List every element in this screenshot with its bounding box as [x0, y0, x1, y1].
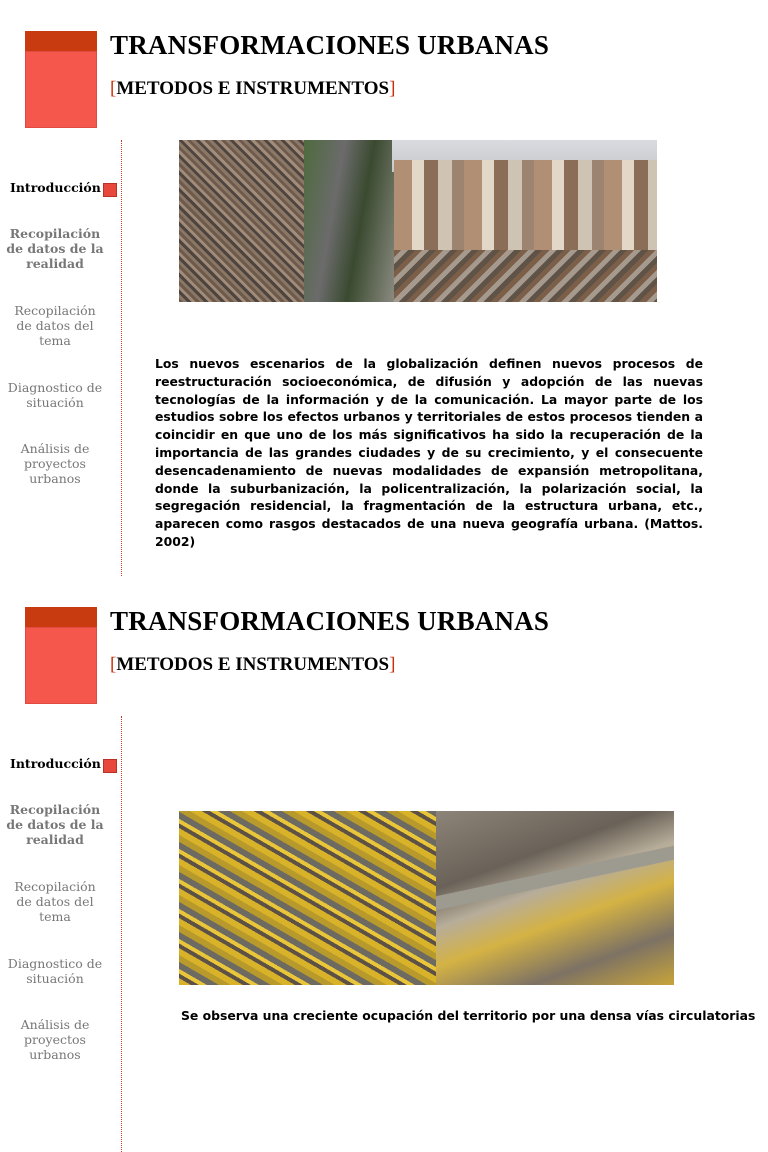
- subtitle-text: METODOS E INSTRUMENTOS: [116, 654, 390, 675]
- logo-top-bar: [25, 607, 97, 627]
- nav-item-introduccion[interactable]: Introducción: [10, 756, 101, 771]
- page-title: TRANSFORMACIONES URBANAS: [110, 30, 550, 60]
- city-aerial-photo: [179, 140, 657, 302]
- logo-top-bar: [25, 31, 97, 51]
- subtitle-open-bracket: [: [110, 78, 117, 99]
- logo-square: [25, 627, 97, 704]
- nav-item-analisis[interactable]: Análisis de proyectos urbanos: [20, 1017, 90, 1062]
- photo-highway: [304, 140, 394, 302]
- nav-item-datos-tema[interactable]: Recopilación de datos del tema: [14, 879, 96, 924]
- subtitle-close-bracket: ]: [389, 78, 396, 99]
- nav-item-datos-realidad[interactable]: Recopilación de datos de la realidad: [6, 802, 104, 847]
- page-title: TRANSFORMACIONES URBANAS: [110, 606, 550, 636]
- intro-paragraph: Los nuevos escenarios de la globalización definen nuevos procesos de reestructuración socioeconómica, de difusión y adopción de las nuevas tecnologías de la información y de la comunicación. La mayor parte de los estudios sobre los efectos urbanos y territoriales de estos procesos tienden a coincidir en que uno de los más significativos ha sido la recuperación de la importancia de las grandes ciudades y de su crecimiento, y el consecuente desencadenamiento de nuevas modalidades de expansión metropolitana, donde la suburbanización, la policentralización, la polarización social, la segregación residencial, la fragmentación de la estructura urbana, etc., aparecen como rasgos destacados de una nueva geografía urbana. (Mattos. 2002): [155, 356, 703, 549]
- page-subtitle: [110, 78, 395, 100]
- page-subtitle: [110, 654, 395, 676]
- photo-rooftops: [394, 250, 657, 302]
- photo-favela-area: [179, 140, 304, 302]
- sidebar-divider: [121, 140, 122, 576]
- subtitle-close-bracket: ]: [389, 654, 396, 675]
- logo-block: [25, 31, 97, 128]
- nav-item-datos-realidad[interactable]: Recopilación de datos de la realidad: [6, 226, 104, 271]
- subtitle-open-bracket: [: [110, 654, 117, 675]
- logo-block: [25, 607, 97, 704]
- active-marker: [103, 183, 117, 197]
- traffic-aerial-photo: [179, 811, 674, 985]
- nav-item-datos-tema[interactable]: Recopilación de datos del tema: [14, 303, 96, 348]
- nav-item-diagnostico[interactable]: Diagnostico de situación: [7, 380, 103, 410]
- sidebar-divider: [121, 716, 122, 1152]
- traffic-paragraph: Se observa una creciente ocupación del territorio por una densa vías circulatorias: [181, 1008, 756, 1023]
- nav-item-analisis[interactable]: Análisis de proyectos urbanos: [20, 441, 90, 486]
- active-marker: [103, 759, 117, 773]
- slide-2: [0, 576, 768, 1062]
- logo-square: [25, 51, 97, 128]
- photo-market-traffic: [179, 811, 436, 985]
- nav-item-diagnostico[interactable]: Diagnostico de situación: [7, 956, 103, 986]
- nav-item-introduccion[interactable]: Introducción: [10, 180, 101, 195]
- subtitle-text: METODOS E INSTRUMENTOS: [116, 78, 390, 99]
